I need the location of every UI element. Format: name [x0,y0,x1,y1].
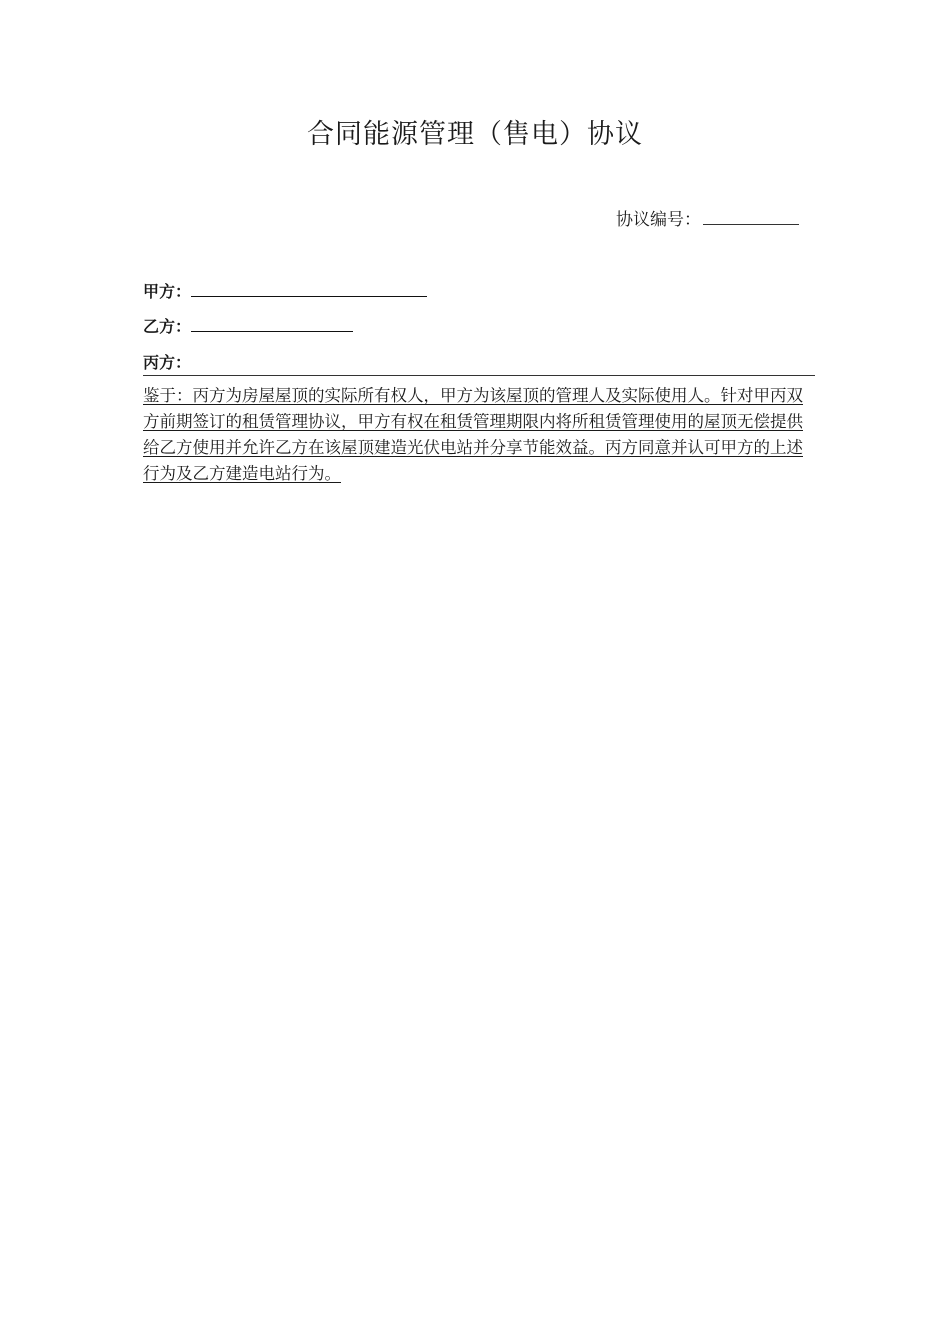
party-a-blank [191,281,427,297]
party-a-line [143,279,427,302]
party-b-line [143,314,353,337]
party-a-label: 甲方： [143,282,192,301]
agreement-number [616,205,799,230]
party-b-label: 乙方： [143,317,192,336]
document-title: 合同能源管理（售电）协议 [307,119,643,150]
agreement-number-blank [703,210,799,225]
party-b-blank [191,316,353,332]
agreement-number-label: 协议编号： [616,210,701,230]
recital-paragraph: 鉴于：丙方为房屋屋顶的实际所有权人，甲方为该屋顶的管理人及实际使用人。针对甲丙双方前期签订的租赁管理协议，甲方有权在租赁管理期限内将所租赁管理使用的屋顶无偿提供给乙方使用并允许乙方在该屋顶建造光伏电站并分享节能效益。丙方同意并认可甲方的上述行为及乙方建造电站行为。 [143,386,803,483]
party-c-line [143,350,815,376]
party-c-label: 丙方： [143,353,192,372]
